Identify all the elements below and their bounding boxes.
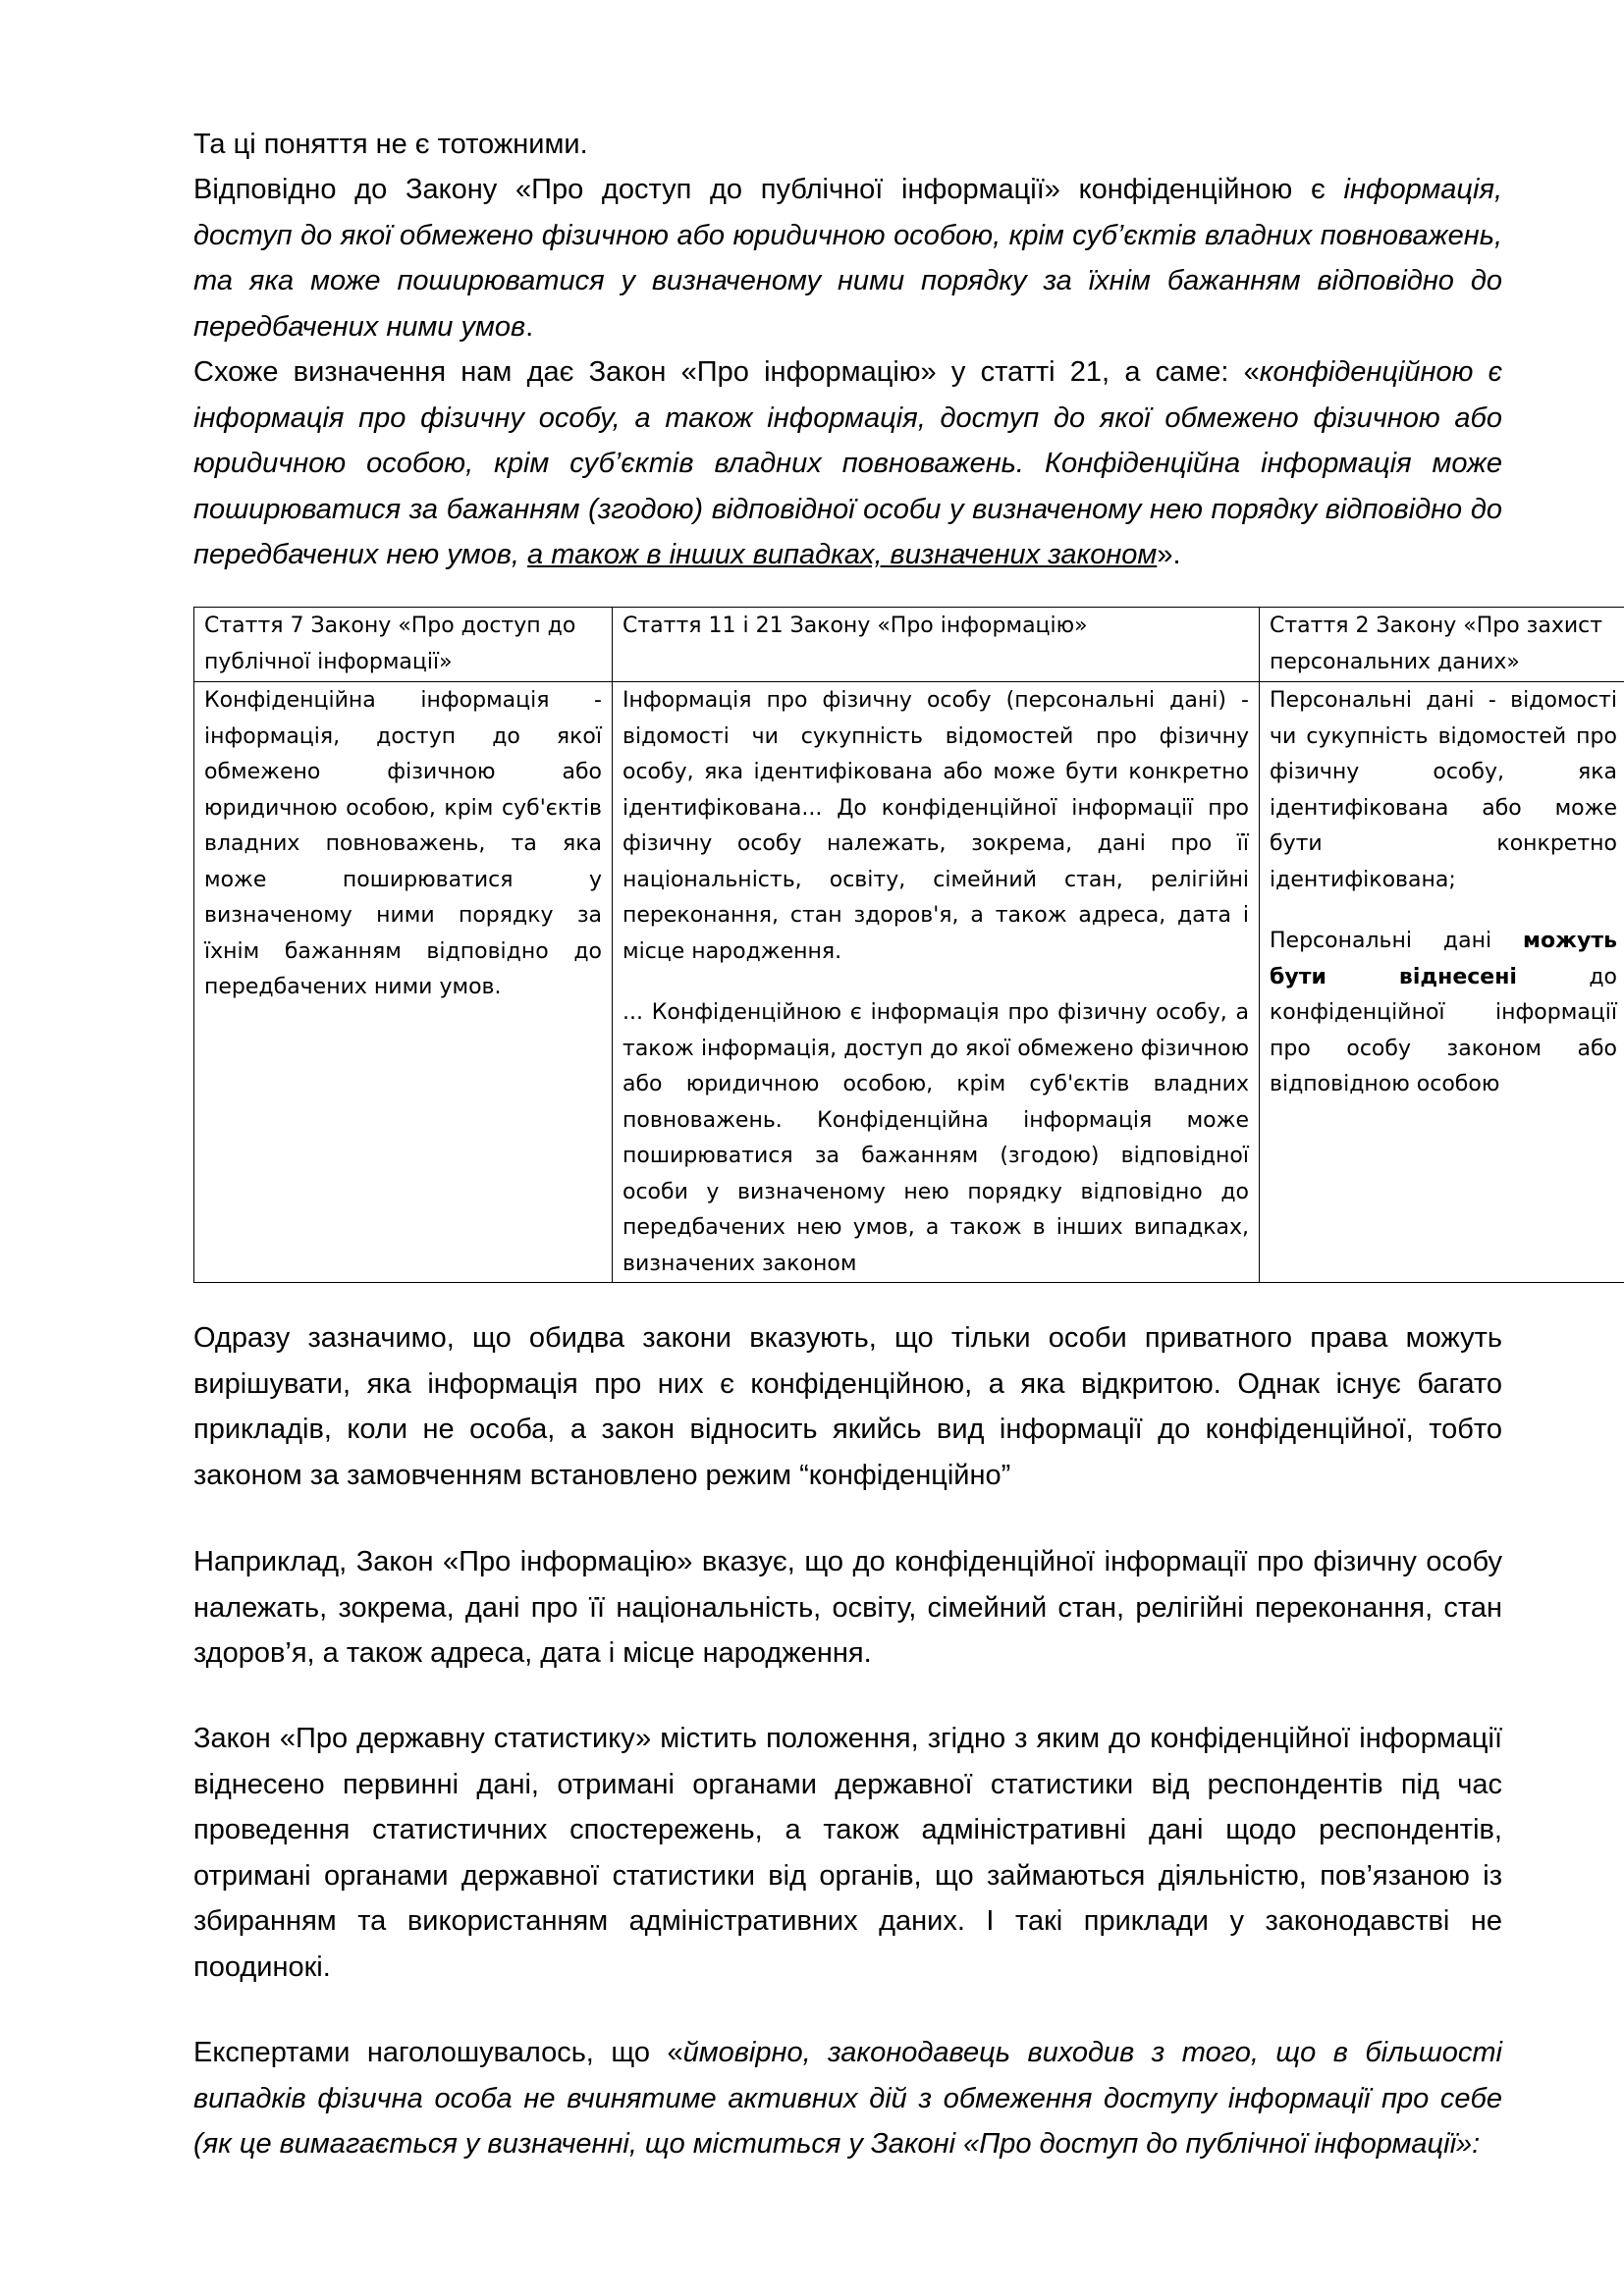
- comparison-table: [193, 607, 1624, 1283]
- cell-text: [1270, 924, 1617, 1103]
- paragraph-text: ».: [1157, 539, 1181, 570]
- body-paragraph-experts: [193, 2030, 1502, 2167]
- table-cell-personal-data-law: [1260, 682, 1624, 1283]
- cell-text-part: Персональні дані: [1270, 929, 1523, 953]
- intro-line-text: Та ці поняття не є тотожними.: [193, 129, 588, 160]
- italic-quote: ймовірно, законодавець виходив з того, що в більшості випадків фізична особа не вчинятиме активних дій з обмеження доступу інформації про себе (як це вимагається у визначенні, що міститься у Законі «Про доступ до публічної інформації»:: [193, 2037, 1502, 2160]
- body-paragraph-private-law: [193, 1315, 1502, 1498]
- paragraph-text: Одразу зазначимо, що обидва закони вказують, що тільки особи приватного права можуть вирішувати, яка інформація про них є конфіденційною, а яка відкритою. Однак існує багато прикладів, коли не особа, а закон відносить якийсь вид інформації до конфіденційної, тобто законом за замовченням встановлено режим “конфіденційно”: [193, 1322, 1502, 1491]
- body-paragraph-statistics: [193, 1716, 1502, 1990]
- paragraph-gap: [1270, 898, 1617, 924]
- italic-quote: конфіденційною є інформація про фізичну особу, а також інформація, доступ до якої обмежено фізичною або юридичною особою, крім суб’єктів владних повноважень. Конфіденційна інформація може поширюватися за бажанням (згодою) відповідної особи у визначеному нею порядку відповідно до передбачених нею умов,: [193, 356, 1503, 570]
- table-header-cell: Стаття 11 і 21 Закону «Про інформацію»: [613, 608, 1260, 682]
- table-cell-access-law: [194, 682, 613, 1283]
- paragraph-text: .: [525, 310, 534, 343]
- paragraph-text: Схоже визначення нам дає Закон «Про інформацію» у статті 21, а саме: «: [193, 356, 1260, 388]
- table-header-row: [194, 608, 1624, 682]
- table-row: [194, 682, 1624, 1283]
- cell-text: Персональні дані - відомості чи сукупність відомостей про фізичну особу, яка ідентифікована або може бути конкретно ідентифікована;: [1270, 688, 1617, 892]
- cell-text: Інформація про фізичну особу (персональні дані) - відомості чи сукупність відомостей про фізичну особу, яка ідентифікована або може бути конкретно ідентифікована... До конфіденційної інформації про фізичну особу належать, зокрема, дані про її національність, освіту, сімейний стан, релігійні переконання, стан здоров'я, а також адреса, дата і місце народження.: [623, 688, 1249, 964]
- bold-text: можуть бути віднесені: [1270, 929, 1617, 989]
- intro-paragraph-law-info: [193, 349, 1502, 578]
- italic-quote: інформація, доступ до якої обмежено фізичною або юридичною особою, крім суб’єктів владних повноважень, та яка може поширюватися у визначеному ними порядку за їхнім бажанням відповідно до передбачених ними умов: [193, 174, 1502, 343]
- table-header-cell: Стаття 2 Закону «Про захист персональних даних»: [1260, 608, 1624, 682]
- paragraph-gap: [623, 970, 1249, 995]
- table-header-cell: Стаття 7 Закону «Про доступ до публічної інформації»: [194, 608, 613, 682]
- cell-text-part: до конфіденційної інформації про особу законом або відповідною особою: [1270, 964, 1617, 1096]
- paragraph-text: Відповідно до Закону «Про доступ до публічної інформації» конфіденційною є: [193, 174, 1344, 205]
- paragraph-text: Експертами наголошувалось, що «: [193, 2037, 683, 2068]
- cell-text: Конфіденційна інформація - інформація, доступ до якої обмежено фізичною або юридичною особою, крім суб'єктів владних повноважень, та яка може поширюватися у визначеному ними порядку за їхнім бажанням відповідно до передбачених ними умов.: [204, 688, 602, 999]
- paragraph-text: Закон «Про державну статистику» містить положення, згідно з яким до конфіденційної інформації віднесено первинні дані, отримані органами державної статистики від респондентів під час проведення статистичних спостережень, а також адміністративні дані щодо респондентів, отримані органами державної статистики від органів, що займаються діяльністю, пов’язаною із збиранням та використанням адміністративних даних. І такі приклади у законодавстві не поодинокі.: [193, 1723, 1502, 1983]
- intro-line: [193, 122, 1502, 168]
- table-cell-info-law: [613, 682, 1260, 1283]
- intro-paragraph-definition: [193, 167, 1502, 349]
- underlined-quote: а також в інших випадках, визначених законом: [527, 539, 1158, 570]
- paragraph-text: Наприклад, Закон «Про інформацію» вказує, що до конфіденційної інформації про фізичну особу належать, зокрема, дані про її національність, освіту, сімейний стан, релігійні переконання, стан здоров’я, а також адреса, дата і місце народження.: [193, 1546, 1502, 1669]
- cell-text: ... Конфіденційною є інформація про фізичну особу, а також інформація, доступ до якої обмежено фізичною або юридичною особою, крім суб'єктів владних повноважень. Конфіденційна інформація може поширюватися за бажанням (згодою) відповідної особи у визначеному нею порядку відповідно до передбачених нею умов, а також в інших випадках, визначених законом: [623, 1000, 1249, 1276]
- body-paragraph-example: [193, 1539, 1502, 1677]
